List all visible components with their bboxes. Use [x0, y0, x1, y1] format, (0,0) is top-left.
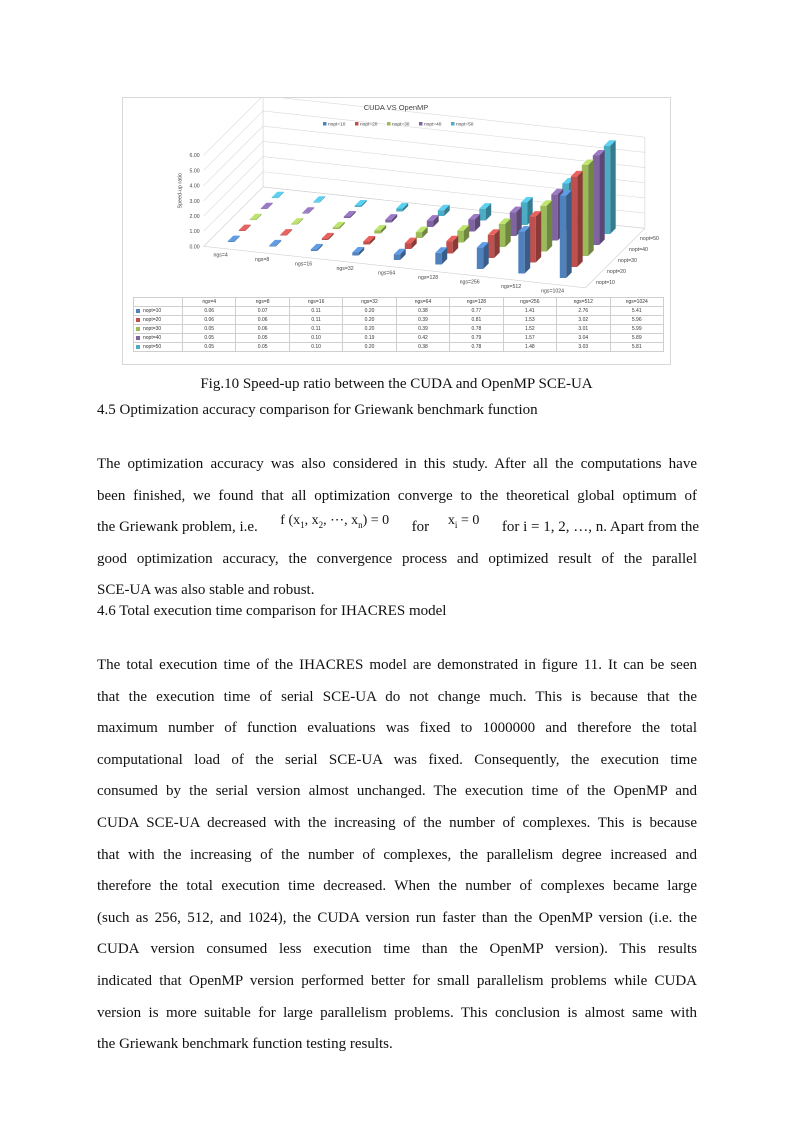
legend-label: nopt=10 [328, 122, 346, 128]
text-line: computational load of the serial SCE-UA was fixed. Consequently, the execution time [97, 751, 697, 768]
x-tick-label: ngs=8 [254, 256, 270, 263]
table-cell: 1.52 [503, 325, 556, 334]
bar-top [239, 225, 251, 231]
series-name: nopt=20 [143, 317, 162, 323]
bar-nopt=10-ngs=512 [518, 232, 524, 274]
bar-side [536, 211, 542, 262]
depth-tick-label: nopt=10 [596, 280, 615, 287]
legend-swatch [451, 122, 455, 126]
bar-side [610, 140, 616, 234]
bar-nopt=20-ngs=32 [363, 241, 369, 244]
y-tick-label: 4.00 [189, 183, 200, 190]
table-column-header: ngs=4 [183, 298, 236, 307]
text-line: indicated that OpenMP version performed better for small parallelism problems while CUDA [97, 972, 697, 989]
bar-nopt=40-ngs=256 [510, 212, 516, 236]
table-row [134, 343, 664, 352]
table-cell: 0.39 [396, 316, 449, 325]
table-cell: 0.78 [450, 325, 503, 334]
table-column-header: ngs=8 [236, 298, 289, 307]
bar-nopt=50-ngs=256 [521, 203, 527, 225]
chart-bars [228, 140, 616, 278]
bar-top [280, 229, 292, 235]
legend-swatch [355, 122, 359, 126]
table-cell: 0.39 [396, 325, 449, 334]
bar-nopt=50-ngs=1024 [604, 146, 610, 234]
table-cell: 0.11 [289, 316, 342, 325]
bar-nopt=30-ngs=512 [540, 206, 546, 252]
bar-nopt=30-ngs=64 [416, 232, 422, 238]
bar-nopt=30-ngs=16 [333, 227, 339, 229]
bar-top [313, 196, 325, 202]
section-heading-4-5: 4.5 Optimization accuracy comparison for Griewank benchmark function [97, 402, 538, 418]
bar-nopt=30-ngs=1024 [582, 165, 588, 256]
table-cell: 0.05 [236, 343, 289, 352]
text-line: consumed by the serial version almost unchanged. The execution time of the OpenMP and [97, 783, 697, 800]
x-tick-label: ngs=128 [418, 274, 439, 281]
table-column-header: ngs=128 [450, 298, 503, 307]
table-row-header [134, 316, 183, 325]
bar-nopt=20-ngs=256 [488, 235, 494, 258]
x-tick-label: ngs=64 [378, 270, 396, 277]
text-fragment: the Griewank problem, i.e. [97, 519, 258, 536]
table-cell: 1.53 [503, 316, 556, 325]
legend-swatch [136, 345, 140, 349]
table-row-header [134, 307, 183, 316]
table-cell: 3.04 [557, 334, 610, 343]
bar-nopt=50-ngs=8 [313, 202, 319, 203]
legend-swatch [136, 327, 140, 331]
table-cell: 0.20 [343, 325, 396, 334]
bar-nopt=50-ngs=16 [355, 205, 361, 207]
bar-nopt=10-ngs=64 [394, 254, 400, 260]
legend-label: nopt=50 [456, 122, 474, 128]
bar-side [599, 150, 605, 245]
bar-nopt=20-ngs=512 [529, 217, 535, 263]
paragraph-accuracy [97, 449, 700, 607]
bar-nopt=30-ngs=256 [499, 224, 505, 247]
bar-nopt=40-ngs=8 [302, 213, 308, 214]
equation-objective: f ($x_1$, $x_2$, ⋯, $x_n) = 0$ [280, 513, 390, 530]
table-cell: 0.20 [343, 343, 396, 352]
text-line: CUDA SCE-UA decreased with the increasing of the number of complexes. This is because [97, 814, 697, 831]
depth-tick-label: nopt=50 [640, 236, 659, 243]
depth-tick-label: nopt=20 [607, 269, 626, 276]
table-cell: 5.89 [610, 334, 664, 343]
table-row-header [134, 325, 183, 334]
table-cell: 0.06 [236, 316, 289, 325]
legend-swatch [136, 309, 140, 313]
table-cell: 0.07 [236, 307, 289, 316]
table-cell: 0.42 [396, 334, 449, 343]
legend-swatch [387, 122, 391, 126]
bar-nopt=40-ngs=16 [344, 216, 350, 218]
bar-side [525, 226, 531, 273]
text-fragment: for [411, 519, 430, 536]
bar-nopt=20-ngs=64 [405, 243, 411, 249]
series-name: nopt=10 [143, 308, 162, 314]
bar-nopt=40-ngs=128 [468, 219, 474, 231]
table-cell: 0.38 [396, 343, 449, 352]
bar-top [250, 214, 262, 220]
legend-swatch [323, 122, 327, 126]
chart-legend [323, 122, 474, 128]
table-row-header [134, 334, 183, 343]
table-cell: 0.20 [343, 307, 396, 316]
bar-nopt=40-ngs=64 [427, 221, 433, 227]
table-row [134, 334, 664, 343]
section-heading-4-6: 4.6 Total execution time comparison for IHACRES model [97, 603, 447, 619]
text-line: SCE-UA was also stable and robust. [97, 582, 315, 599]
table-cell: 0.38 [396, 307, 449, 316]
bar-top [272, 192, 284, 198]
chart-data-table [133, 297, 664, 352]
table-column-header: ngs=1024 [610, 298, 664, 307]
bar-nopt=10-ngs=32 [352, 252, 358, 255]
y-tick-label: 6.00 [189, 153, 200, 160]
bar-nopt=20-ngs=1024 [571, 176, 577, 267]
bar-nopt=40-ngs=32 [385, 220, 391, 223]
table-cell: 3.01 [557, 325, 610, 334]
bar-side [588, 159, 594, 256]
table-cell: 1.48 [503, 343, 556, 352]
text-fragment: for i = 1, 2, …, n. Apart from the [501, 519, 700, 536]
bar-nopt=40-ngs=1024 [593, 155, 599, 245]
table-cell: 0.19 [343, 334, 396, 343]
table-cell: 3.02 [557, 316, 610, 325]
table-cell: 2.76 [557, 307, 610, 316]
table-row-header [134, 343, 183, 352]
legend-label: nopt=20 [360, 122, 378, 128]
paragraph-execution-time [97, 650, 697, 1061]
bar-nopt=20-ngs=16 [322, 238, 328, 240]
bar-nopt=40-ngs=512 [551, 194, 557, 240]
table-cell: 5.81 [610, 343, 664, 352]
text-line: version is more suitable for large parallelism problems. This conclusion is almost same with [97, 1004, 697, 1021]
chart-title: CUDA VS OpenMP [363, 103, 429, 112]
bar-top [228, 236, 240, 242]
bar-nopt=50-ngs=128 [479, 209, 485, 221]
table-cell: 0.77 [450, 307, 503, 316]
gridline [263, 111, 645, 152]
table-cell: 0.10 [289, 343, 342, 352]
bar-nopt=30-ngs=8 [291, 224, 297, 225]
bar-side [577, 171, 583, 267]
bar-nopt=40-ngs=4 [261, 208, 267, 209]
table-column-header: ngs=16 [289, 298, 342, 307]
table-cell: 0.10 [289, 334, 342, 343]
gridline [204, 157, 263, 216]
table-cell: 0.78 [450, 343, 503, 352]
bar-top [302, 207, 314, 213]
y-axis-label: Speed-up ratio [177, 173, 184, 209]
y-tick-label: 0.00 [189, 244, 200, 251]
depth-tick-label: nopt=30 [618, 258, 637, 265]
table-column-header: ngs=512 [557, 298, 610, 307]
text-line: The optimization accuracy was also considered in this study. After all the computations have [97, 456, 697, 472]
depth-tick-label: nopt=40 [629, 247, 648, 254]
text-line-with-equations [97, 512, 700, 544]
bar-top [291, 218, 303, 224]
y-tick-label: 2.00 [189, 213, 200, 220]
legend-swatch [419, 122, 423, 126]
table-corner [134, 298, 183, 307]
table-cell: 0.11 [289, 307, 342, 316]
bar-nopt=10-ngs=16 [311, 249, 317, 251]
gridline [204, 141, 263, 200]
series-name: nopt=40 [143, 335, 162, 341]
bar-nopt=30-ngs=128 [457, 231, 463, 243]
table-cell: 0.06 [183, 316, 236, 325]
table-cell: 5.96 [610, 316, 664, 325]
table-cell: 0.05 [183, 325, 236, 334]
bar-nopt=10-ngs=4 [228, 241, 234, 242]
bar-nopt=20-ngs=128 [446, 241, 452, 253]
text-line: CUDA version consumed less execution time than the OpenMP version). This results [97, 941, 697, 958]
x-tick-label: ngs=256 [459, 279, 480, 286]
table-cell: 3.03 [557, 343, 610, 352]
table-cell: 1.41 [503, 307, 556, 316]
table-row [134, 316, 664, 325]
table-cell: 0.20 [343, 316, 396, 325]
text-line: that the execution time of serial SCE-UA do not change much. This is because that the [97, 688, 697, 705]
bar-nopt=30-ngs=4 [250, 219, 256, 220]
figure-caption: Fig.10 Speed-up ratio between the CUDA and OpenMP SCE-UA [200, 376, 593, 392]
legend-swatch [136, 336, 140, 340]
bar-nopt=10-ngs=128 [435, 253, 441, 265]
bar-nopt=10-ngs=8 [269, 245, 275, 246]
x-tick-label: ngs=32 [336, 265, 354, 272]
x-tick-label: ngs=1024 [541, 288, 565, 295]
table-cell: 0.79 [450, 334, 503, 343]
x-tick-label: ngs=16 [295, 261, 313, 268]
text-line: good optimization accuracy, the convergence process and optimized result of the parallel [97, 550, 697, 567]
gridline [204, 111, 263, 170]
table-row [134, 307, 664, 316]
text-line: the Griewank benchmark function testing results. [97, 1036, 393, 1053]
gridline [204, 98, 263, 155]
table-cell: 0.05 [183, 343, 236, 352]
legend-label: nopt=30 [392, 122, 410, 128]
table-column-header: ngs=64 [396, 298, 449, 307]
table-cell: 5.99 [610, 325, 664, 334]
table-cell: 0.81 [450, 316, 503, 325]
series-name: nopt=50 [143, 344, 162, 350]
table-column-header: ngs=32 [343, 298, 396, 307]
bar-top [261, 203, 273, 209]
figure-chart [122, 97, 671, 365]
text-line: (such as 256, 512, and 1024), the CUDA version run faster than the OpenMP version (i.e. the [97, 909, 697, 926]
gridline [263, 98, 645, 137]
table-column-header: ngs=256 [503, 298, 556, 307]
table-cell: 5.41 [610, 307, 664, 316]
table-cell: 1.57 [503, 334, 556, 343]
legend-label: nopt=40 [424, 122, 442, 128]
table-cell: 0.11 [289, 325, 342, 334]
bar-nopt=20-ngs=4 [239, 230, 245, 231]
text-line: therefore the total execution time decreased. When the number of complexes became large [97, 878, 697, 895]
bar-nopt=30-ngs=32 [374, 230, 380, 233]
gridline [204, 172, 263, 231]
bar-nopt=20-ngs=8 [280, 235, 286, 236]
legend-swatch [136, 318, 140, 322]
bar-side [566, 190, 572, 278]
text-line: maximum number of function evaluations was fixed to 1000000 and therefore the total [97, 720, 697, 737]
table-cell: 0.06 [183, 307, 236, 316]
x-tick-label: ngs=4 [213, 252, 228, 259]
bar-nopt=50-ngs=32 [396, 208, 402, 211]
text-line: that with the increasing of the number of complexes, the parallelism degree increased and [97, 846, 697, 863]
bar-nopt=50-ngs=4 [272, 197, 278, 198]
series-name: nopt=30 [143, 326, 162, 332]
bar-side [547, 200, 553, 251]
gridline [204, 126, 263, 185]
x-tick-label: ngs=512 [501, 283, 522, 290]
table-cell: 0.05 [183, 334, 236, 343]
bar-nopt=10-ngs=1024 [560, 196, 566, 278]
y-tick-label: 5.00 [189, 168, 200, 175]
table-cell: 0.05 [236, 334, 289, 343]
table-cell: 0.06 [236, 325, 289, 334]
y-tick-label: 1.00 [189, 229, 200, 236]
bar-nopt=10-ngs=256 [477, 248, 483, 269]
text-line: The total execution time of the IHACRES model are demonstrated in figure 11. It can be seen [97, 657, 697, 673]
equation-optimum: $x_i = 0$ [447, 513, 480, 530]
y-tick-label: 3.00 [189, 198, 200, 205]
bar-nopt=50-ngs=64 [438, 210, 444, 216]
table-row [134, 325, 664, 334]
text-line: been finished, we found that all optimization converge to the theoretical global optimum of [97, 487, 697, 504]
